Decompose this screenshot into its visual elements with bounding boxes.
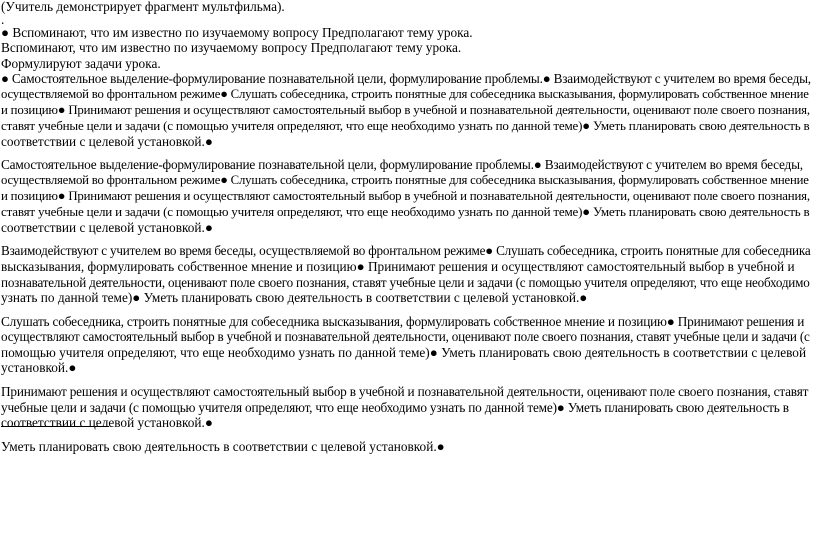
paragraph-2-line-5: соответствии с целевой установкой.● [1, 219, 213, 235]
footnote-separator [1, 426, 109, 427]
paragraph-4-line-2: осуществляют самостоятельный выбор в учебной и познавательной деятельности, оценивают поле своего познания, ставят учебные цели и задачи (с [1, 329, 810, 345]
paragraph-3-line-1: Взаимодействуют с учителем во время беседы, осуществляемой во фронтальном режиме● Слушать собеседника, строить понятные для собеседника [1, 243, 811, 259]
intro-line: (Учитель демонстрирует фрагмент мультфильма). [1, 0, 285, 14]
paragraph-6-line-1: Уметь планировать свою деятельность в соответствии с целевой установкой.● [1, 438, 445, 454]
intro-dot: . [1, 11, 5, 27]
paragraph-1-line-1: ● Вспоминают, что им известно по изучаемому вопросу Предполагают тему урока. [1, 24, 473, 40]
paragraph-2-line-2: осуществляемой во фронтальном режиме● Слушать собеседника, строить понятные для собеседника высказывания, формулировать собственное мнение [1, 172, 809, 187]
paragraph-2 [1, 157, 811, 235]
paragraph-1-line-4: ● Самостоятельное выделение-формулирование познавательной цели, формулирование проблемы.● Взаимодействуют с учителем во время беседы, [1, 71, 811, 87]
paragraph-5 [1, 384, 811, 431]
paragraph-4-line-1: Слушать собеседника, строить понятные для собеседника высказывания, формулировать собственное мнение и позицию● Принимают решения и [1, 313, 805, 329]
paragraph-1-line-3: Формулируют задачи урока. [1, 55, 161, 71]
paragraph-3-line-3: познавательной деятельности, оценивают поле своего познания, ставят учебные цели и задачи (с помощью учителя определяют, что еще необходимо [1, 274, 810, 290]
document-body [1, 0, 811, 454]
paragraph-2-line-4: ставят учебные цели и задачи (с помощью учителя определяют, что еще необходимо узнать по данной теме)● Уметь планировать свою деятельность в [1, 204, 810, 220]
paragraph-4 [1, 314, 811, 376]
paragraph-gap [1, 149, 811, 157]
paragraph-5-line-3: соответствии с целевой установкой.● [1, 415, 213, 431]
paragraph-3-line-2: высказывания, формулировать собственное мнение и позицию● Принимают решения и осуществляют самостоятельный выбор в учебной и [1, 258, 795, 274]
paragraph-5-line-2: учебные цели и задачи (с помощью учителя определяют, что еще необходимо узнать по данной теме)● Уметь планировать свою деятельность в [1, 399, 789, 415]
paragraph-1-line-2: Вспоминают, что им известно по изучаемому вопросу Предполагают тему урока. [1, 40, 462, 56]
intro-paragraph [1, 0, 811, 25]
paragraph-gap [1, 431, 811, 439]
paragraph-3 [1, 243, 811, 305]
paragraph-1-line-6: и позицию● Принимают решения и осуществляют самостоятельный выбор в учебной и познавательной деятельности, оценивают поле своего познания, [1, 102, 810, 117]
paragraph-gap [1, 306, 811, 314]
paragraph-1-line-8: соответствии с целевой установкой.● [1, 133, 213, 149]
paragraph-gap [1, 376, 811, 384]
paragraph-1 [1, 25, 811, 150]
paragraph-1-line-7: ставят учебные цели и задачи (с помощью учителя определяют, что еще необходимо узнать по данной теме)● Уметь планировать свою деятельность в [1, 118, 810, 134]
paragraph-2-line-3: и позицию● Принимают решения и осуществляют самостоятельный выбор в учебной и познавательной деятельности, оценивают поле своего познания, [1, 188, 810, 203]
paragraph-4-line-3: помощью учителя определяют, что еще необходимо узнать по данной теме)● Уметь планировать свою деятельность в соответствии с целевой [1, 344, 807, 360]
paragraph-6 [1, 439, 811, 455]
paragraph-1-line-5: осуществляемой во фронтальном режиме● Слушать собеседника, строить понятные для собеседника высказывания, формулировать собственное мнение [1, 86, 809, 101]
paragraph-4-line-4: установкой.● [1, 360, 77, 376]
paragraph-gap [1, 235, 811, 243]
paragraph-2-line-1: Самостоятельное выделение-формулирование познавательной цели, формулирование проблемы.● Взаимодействуют с учителем во время беседы, [1, 157, 803, 173]
paragraph-5-line-1: Принимают решения и осуществляют самостоятельный выбор в учебной и познавательной деятельности, оценивают поле своего познания, ставят [1, 384, 809, 400]
paragraph-3-line-4: узнать по данной теме)● Уметь планировать свою деятельность в соответствии с целевой установкой.● [1, 290, 588, 306]
